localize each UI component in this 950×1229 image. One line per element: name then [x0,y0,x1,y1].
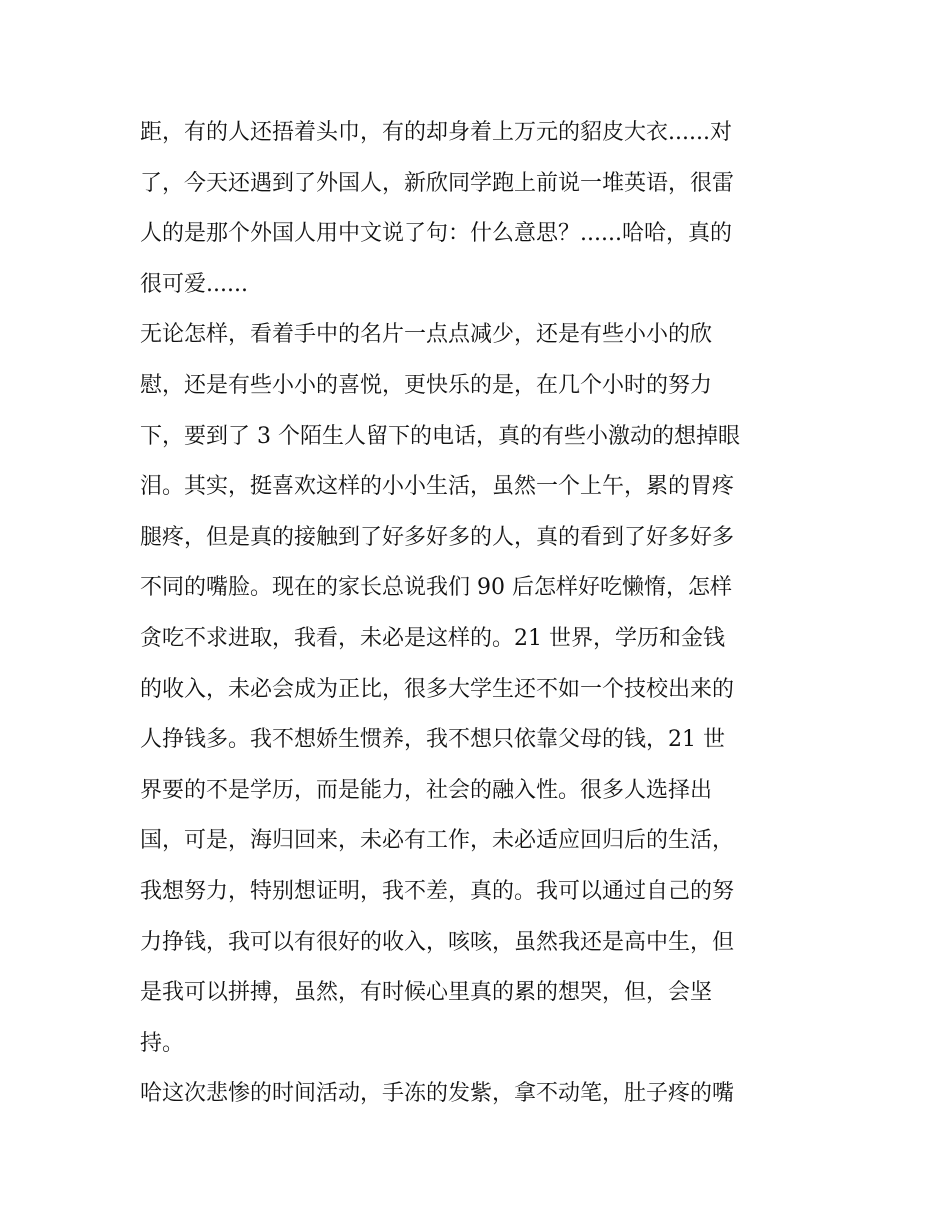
text-line: 持。 [140,1030,185,1056]
text-line: 下，要到了 3 个陌生人留下的电话，真的有些小激动的想掉眼 [140,423,740,449]
paragraph-1 [140,108,820,310]
text-line: 腿疼，但是真的接触到了好多好多的人，真的看到了好多好多 [140,524,735,550]
text-line: 力挣钱，我可以有很好的收入，咳咳，虽然我还是高中生，但 [140,929,735,955]
document-text [140,108,820,1120]
text-line: 不同的嘴脸。现在的家长总说我们 90 后怎样好吃懒惰，怎样 [140,575,732,601]
text-line: 的收入，未必会成为正比，很多大学生还不如一个技校出来的 [140,676,735,702]
text-line: 是我可以拼搏，虽然，有时候心里真的累的想哭，但，会坚 [140,980,713,1006]
paragraph-3 [140,1069,820,1120]
text-line: 贪吃不求进取，我看，未必是这样的。21 世界，学历和金钱 [140,625,725,651]
text-line: 泪。其实，挺喜欢这样的小小生活，虽然一个上午，累的胃疼 [140,474,735,500]
text-line: 人的是那个外国人用中文说了句：什么意思？......哈哈，真的 [140,221,732,247]
text-line: 哈这次悲惨的时间活动，手冻的发紫，拿不动笔，肚子疼的嘴 [140,1081,735,1107]
text-line: 慰，还是有些小小的喜悦，更快乐的是，在几个小时的努力 [140,372,713,398]
text-line: 了，今天还遇到了外国人，新欣同学跑上前说一堆英语，很雷 [140,170,735,196]
text-line: 距，有的人还捂着头巾，有的却身着上万元的貂皮大衣......对 [140,120,732,145]
text-line: 人挣钱多。我不想娇生惯养，我不想只依靠父母的钱，21 世 [140,727,725,753]
text-line: 无论怎样，看着手中的名片一点点减少，还是有些小小的欣 [140,322,713,348]
text-line: 国，可是，海归回来，未必有工作，未必适应回归后的生活， [140,828,735,854]
text-line: 界要的不是学历，而是能力，社会的融入性。很多人选择出 [140,777,713,803]
paragraph-2 [140,310,820,1069]
text-line: 我想努力，特别想证明，我不差，真的。我可以通过自己的努 [140,878,735,904]
text-line: 很可爱...... [140,271,248,297]
